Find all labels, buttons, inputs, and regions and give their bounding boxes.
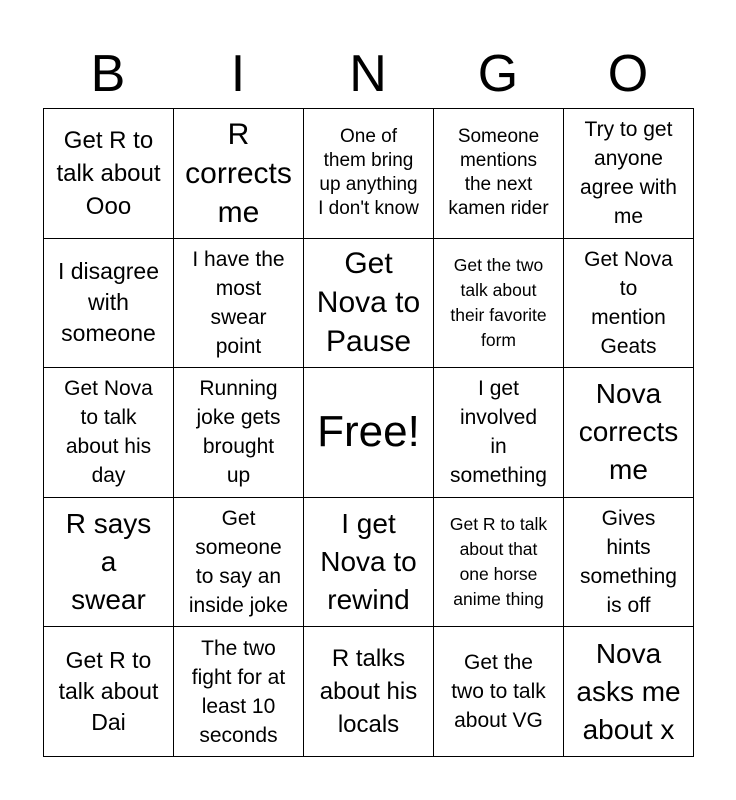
bingo-cell[interactable]: [44, 368, 174, 498]
cell-text: Gives hints something is off: [580, 507, 677, 618]
bingo-cell[interactable]: [44, 109, 174, 239]
bingo-cell[interactable]: [564, 239, 694, 369]
cell-text: Get R to talk about Dai: [58, 647, 159, 736]
bingo-cell[interactable]: [304, 239, 434, 369]
cell-text: One of them bring up anything I don't know: [318, 126, 419, 220]
bingo-header: [43, 38, 693, 110]
bingo-cell[interactable]: [564, 368, 694, 498]
cell-text: I disagree with someone: [57, 258, 159, 347]
bingo-cell[interactable]: [44, 627, 174, 757]
header-letter-o: O: [607, 45, 649, 103]
bingo-cell[interactable]: [434, 368, 564, 498]
bingo-cell[interactable]: [434, 627, 564, 757]
header-letter-i: I: [230, 45, 246, 103]
cell-text: Get R to talk about that one horse anime thing: [449, 514, 548, 610]
cell-text: Get the two to talk about VG: [451, 651, 546, 733]
header-letter-g: G: [477, 45, 519, 103]
cell-text: R corrects me: [185, 117, 292, 229]
bingo-cell[interactable]: [564, 627, 694, 757]
cell-text: Get Nova to talk about his day: [64, 377, 153, 488]
bingo-cell[interactable]: [174, 368, 304, 498]
cell-text: The two fight for at least 10 seconds: [191, 636, 286, 747]
header-letter-n: N: [349, 45, 387, 103]
bingo-cell[interactable]: [304, 498, 434, 628]
bingo-cell[interactable]: [44, 498, 174, 628]
cell-text: R says a swear: [65, 508, 152, 616]
bingo-cell[interactable]: [304, 627, 434, 757]
bingo-cell[interactable]: [174, 498, 304, 628]
bingo-cell[interactable]: [174, 627, 304, 757]
cell-text: R talks about his locals: [319, 645, 418, 739]
bingo-board: [43, 108, 694, 757]
bingo-cell[interactable]: [564, 109, 694, 239]
cell-text: Get someone to say an inside joke: [188, 507, 289, 618]
cell-text: I get involved in something: [450, 377, 547, 488]
free-space-text: Free!: [317, 407, 420, 457]
bingo-cell[interactable]: [434, 109, 564, 239]
cell-text: Nova asks me about x: [576, 637, 681, 745]
cell-text: Try to get anyone agree with me: [580, 118, 677, 229]
cell-text: I get Nova to rewind: [320, 508, 417, 616]
cell-text: I have the most swear point: [192, 247, 285, 358]
cell-text: Someone mentions the next kamen rider: [448, 126, 549, 220]
bingo-cell[interactable]: [564, 498, 694, 628]
bingo-cell[interactable]: [434, 498, 564, 628]
bingo-cell[interactable]: [174, 109, 304, 239]
cell-text: Get Nova to mention Geats: [584, 247, 673, 358]
cell-text: Get R to talk about Ooo: [56, 126, 161, 220]
bingo-cell[interactable]: [304, 109, 434, 239]
bingo-cell[interactable]: [174, 239, 304, 369]
header-letter-b: B: [90, 45, 126, 103]
bingo-cell[interactable]: [434, 239, 564, 369]
free-space-cell[interactable]: [304, 368, 434, 498]
cell-text: Nova corrects me: [578, 378, 679, 486]
cell-text: Get Nova to Pause: [316, 247, 421, 359]
cell-text: Running joke gets brought up: [196, 377, 281, 488]
bingo-cell[interactable]: [44, 239, 174, 369]
cell-text: Get the two talk about their favorite form: [450, 254, 547, 350]
